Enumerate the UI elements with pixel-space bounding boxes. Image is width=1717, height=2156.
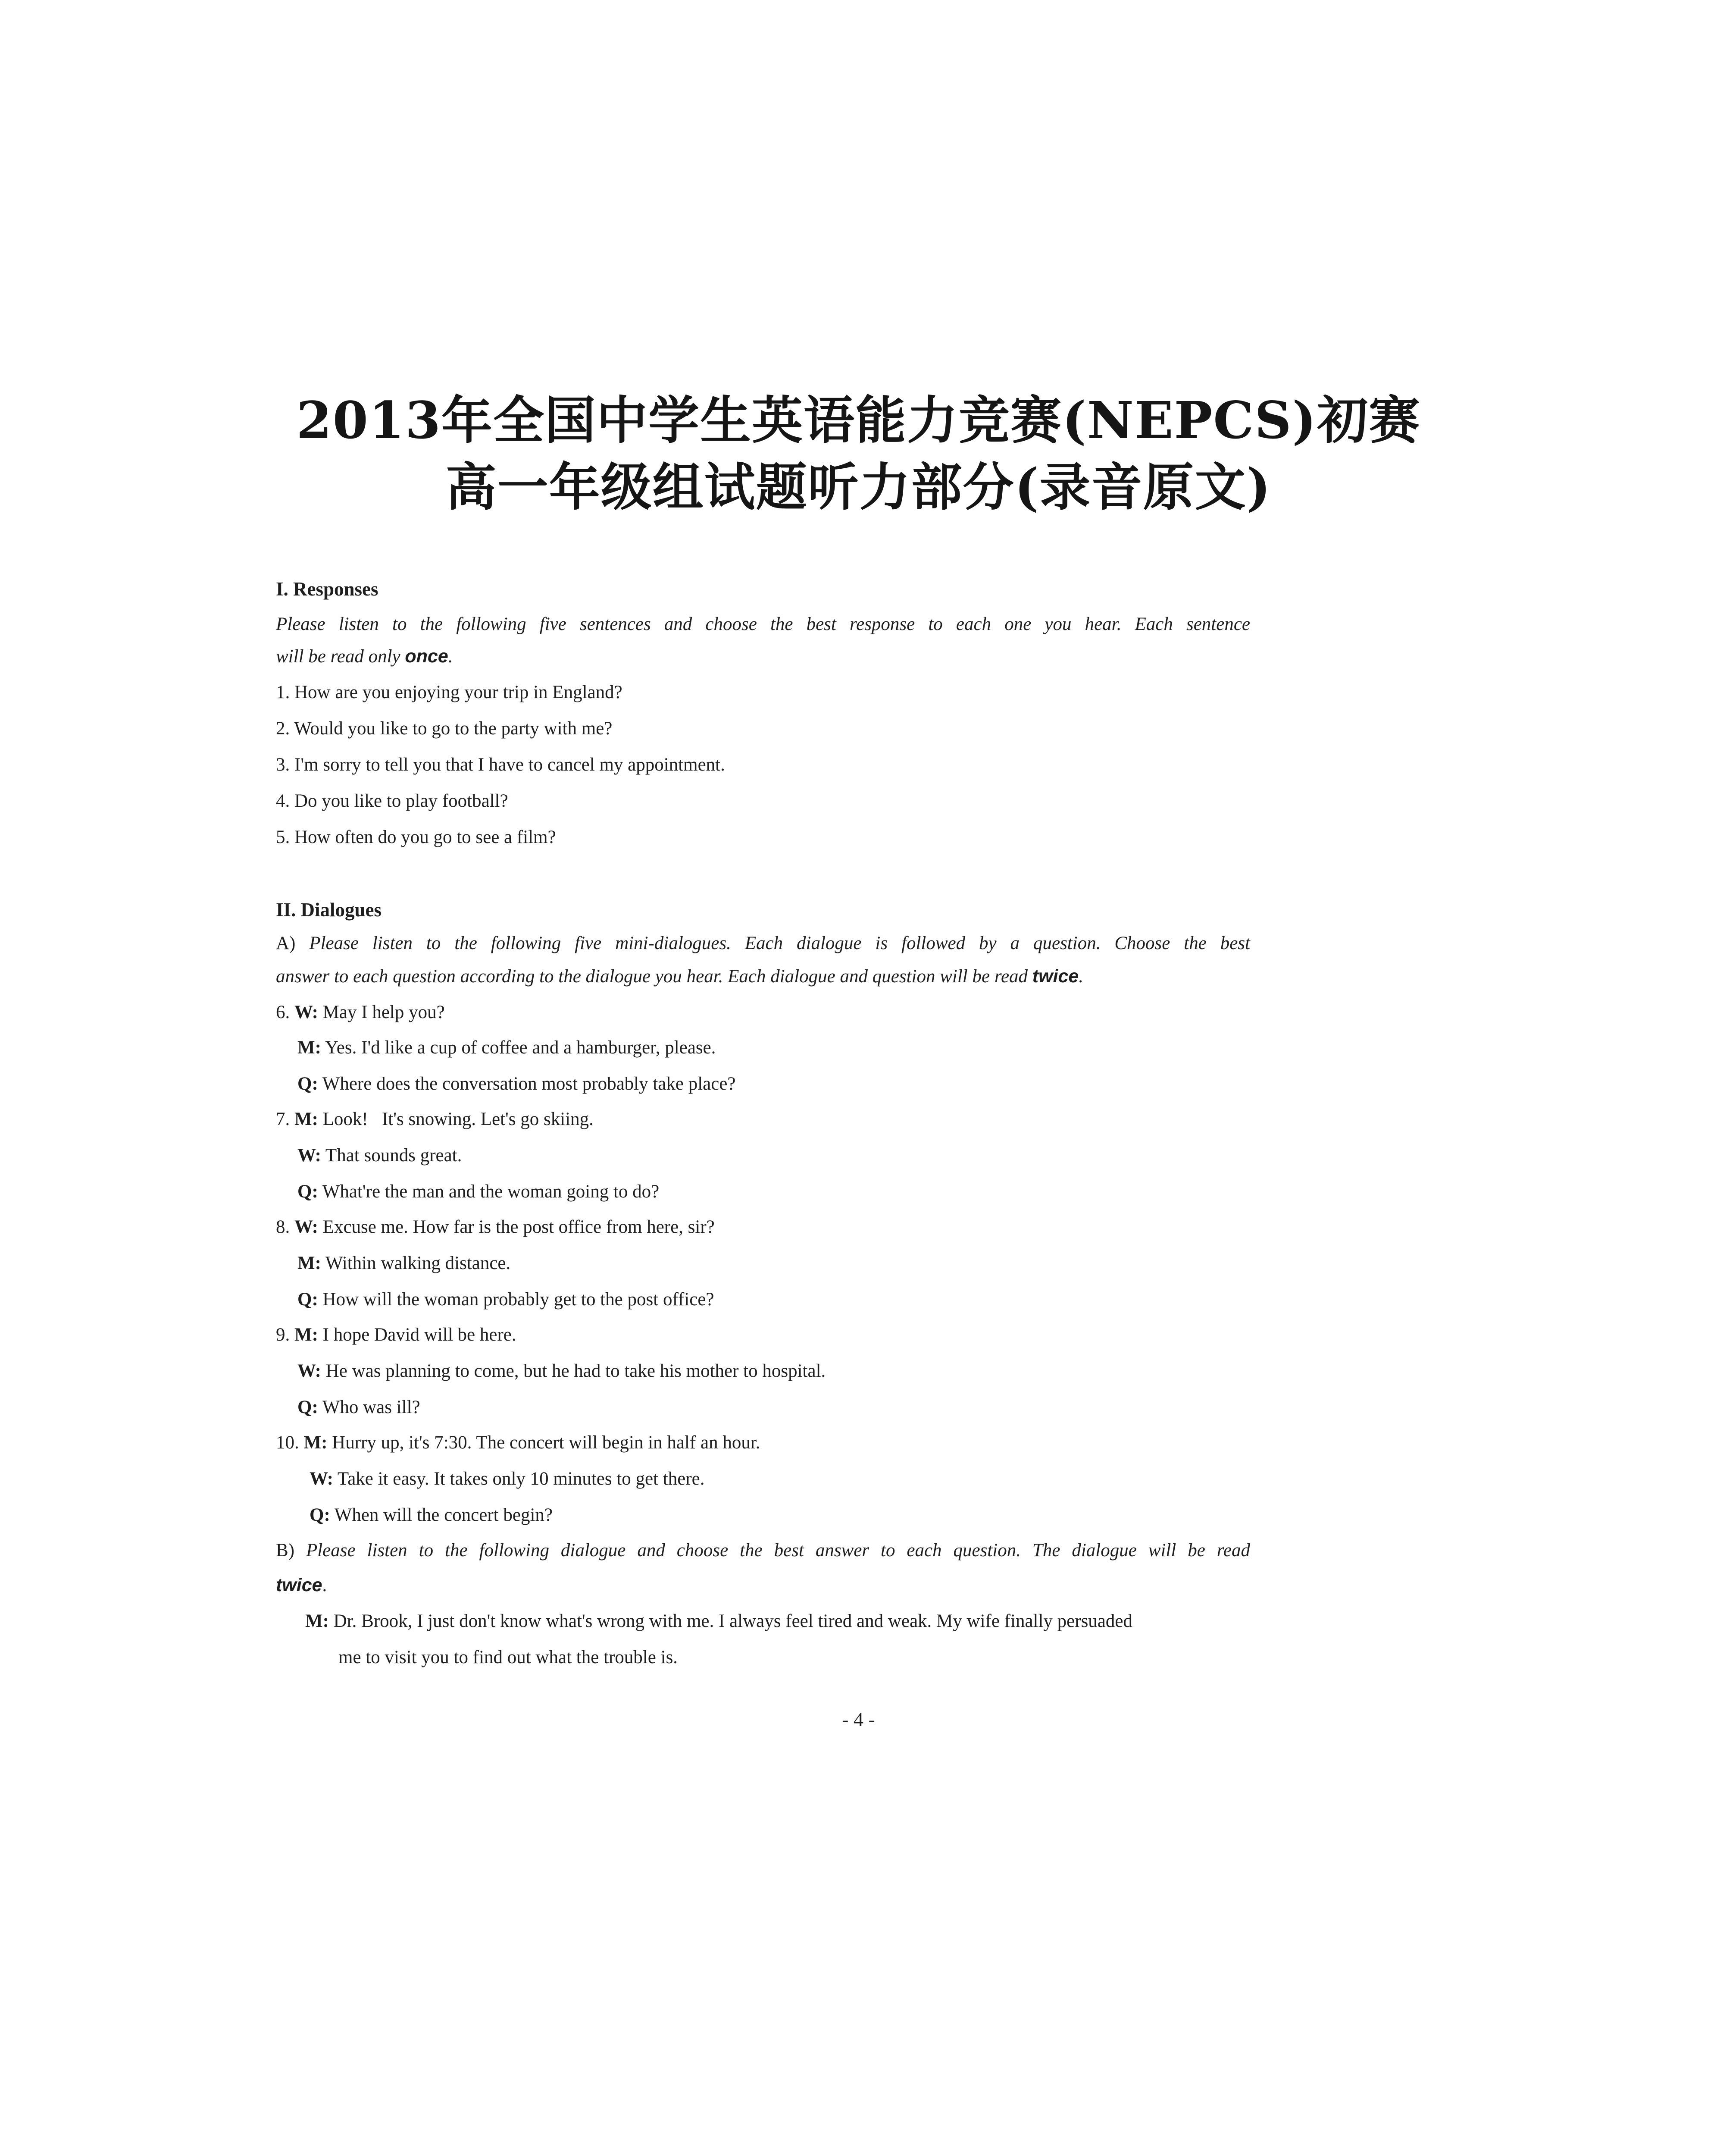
dialogue-9-line-1: 9. M: I hope David will be here.	[276, 1325, 516, 1345]
response-item-5: 5. How often do you go to see a film?	[276, 827, 556, 847]
response-item-3: 3. I'm sorry to tell you that I have to cancel my appointment.	[276, 755, 725, 775]
dialogue-10-question: Q: When will the concert begin?	[310, 1505, 553, 1525]
section-heading-dialogues: II. Dialogues	[276, 899, 382, 921]
dialogue-9-line-2: W: He was planning to come, but he had to take his mother to hospital.	[297, 1361, 826, 1381]
dialogue-10-line-2: W: Take it easy. It takes only 10 minutes to get there.	[310, 1469, 705, 1489]
dialogue-8-question: Q: How will the woman probably get to the post office?	[297, 1289, 714, 1310]
partA-instruction-line-1: A) Please listen to the following five mini-dialogues. Each dialogue is followed by a question. Choose the best	[276, 933, 1250, 953]
emphasis-twice: twice	[1032, 966, 1079, 987]
section1-instruction-line-1: Please listen to the following five sentences and choose the best response to each one you hear. Each sentence	[276, 614, 1250, 634]
dialogue-7-line-1: 7. M: Look! It's snowing. Let's go skiing.	[276, 1109, 594, 1129]
partB-dialogue-line-2: me to visit you to find out what the trouble is.	[338, 1647, 678, 1667]
document-title-line-1: 2013年全国中学生英语能力竞赛(NEPCS)初赛	[296, 390, 1421, 450]
partB-dialogue-line-1: M: Dr. Brook, I just don't know what's wrong with me. I always feel tired and weak. My wife finally persuaded	[305, 1611, 1132, 1631]
partB-instruction-line-1: B) Please listen to the following dialogue and choose the best answer to each question. The dialogue will be read	[276, 1540, 1251, 1561]
dialogue-7-question: Q: What're the man and the woman going to do?	[297, 1181, 660, 1202]
partA-instruction-line-2: answer to each question according to the dialogue you hear. Each dialogue and question will be read twice.	[276, 966, 1084, 987]
dialogue-6-line-1: 6. W: May I help you?	[276, 1002, 445, 1022]
dialogue-9-question: Q: Who was ill?	[297, 1397, 420, 1417]
printed-page-number: - 4 -	[842, 1708, 875, 1730]
dialogue-7-line-2: W: That sounds great.	[297, 1145, 462, 1166]
response-item-1: 1. How are you enjoying your trip in England?	[276, 682, 622, 702]
dialogue-8-line-2: M: Within walking distance.	[297, 1253, 511, 1273]
dialogue-6-question: Q: Where does the conversation most probably take place?	[297, 1074, 736, 1094]
response-item-4: 4. Do you like to play football?	[276, 791, 508, 811]
emphasis-twice-b: twice	[276, 1575, 322, 1595]
dialogue-6-line-2: M: Yes. I'd like a cup of coffee and a hamburger, please.	[297, 1037, 716, 1058]
section1-instruction-line-2: will be read only once.	[276, 646, 453, 667]
dialogue-8-line-1: 8. W: Excuse me. How far is the post office from here, sir?	[276, 1217, 715, 1237]
emphasis-once: once	[405, 646, 448, 667]
document-title-line-2: 高一年级组试题听力部分(录音原文)	[445, 457, 1272, 517]
dialogue-10-line-1: 10. M: Hurry up, it's 7:30. The concert will begin in half an hour.	[276, 1432, 760, 1453]
partB-instruction-line-2: twice.	[276, 1575, 327, 1595]
section-heading-responses: I. Responses	[276, 578, 378, 600]
response-item-2: 2. Would you like to go to the party with me?	[276, 718, 613, 739]
